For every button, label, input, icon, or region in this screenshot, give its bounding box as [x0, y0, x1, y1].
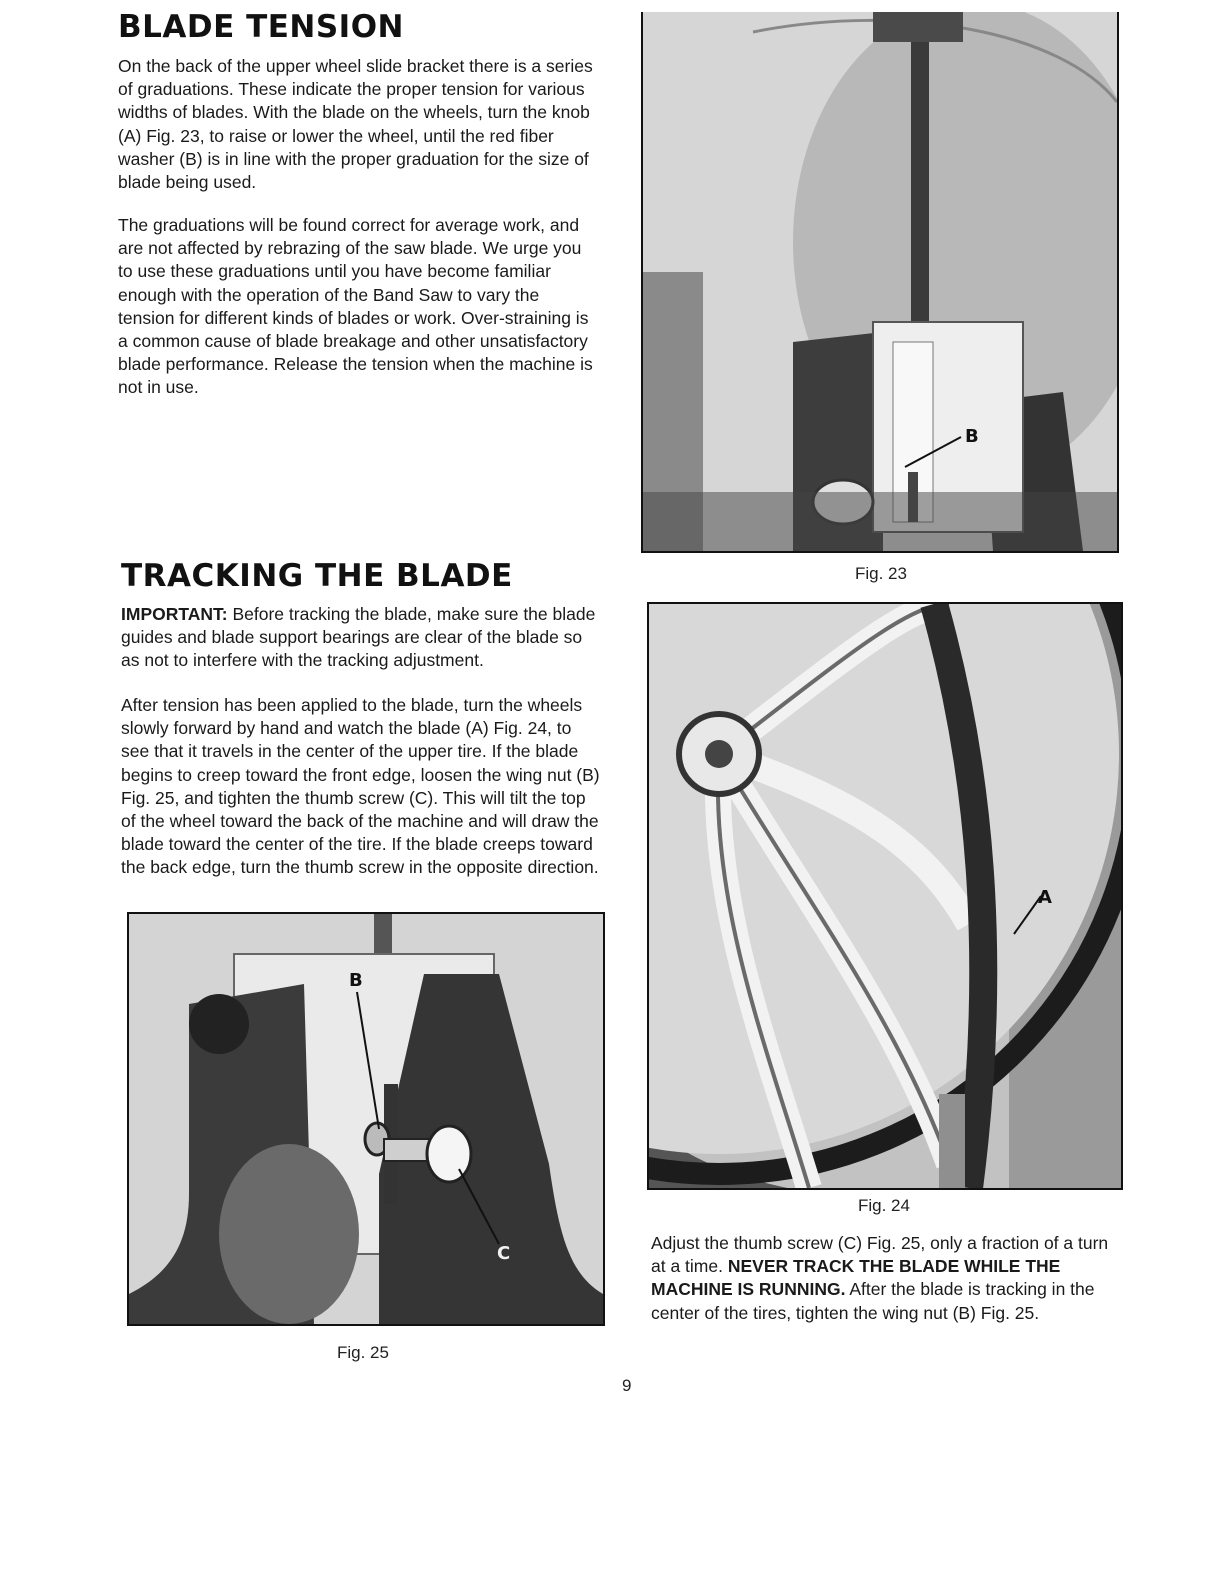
blade-tension-heading: BLADE TENSION: [118, 9, 404, 45]
fig-25-callout-b: B: [349, 970, 363, 991]
page-number: 9: [622, 1376, 632, 1395]
fig-25-caption: Fig. 25: [337, 1343, 389, 1362]
fig-23-callout-b: B: [965, 426, 979, 447]
fig-24-illustration: [649, 604, 1121, 1188]
fig-23-photo: [641, 12, 1119, 553]
fig-24-callout-a: A: [1038, 887, 1052, 908]
important-text: Before tracking the blade, make sure the blade guides and blade support bearings are clear of the blade so as not to interfere with the tracking adjustment.: [121, 604, 596, 671]
important-label: IMPORTANT:: [121, 604, 228, 624]
fig-25-illustration: [129, 914, 603, 1324]
fig-25-callout-c: C: [497, 1243, 511, 1264]
adjust-text-b: After the blade is tracking in the center of the tires, tighten the wing nut (B) Fig. 25.: [651, 1279, 1095, 1323]
tracking-important-paragraph: [121, 603, 601, 673]
fig-24-caption: Fig. 24: [858, 1196, 910, 1215]
blade-tension-paragraph-1: On the back of the upper wheel slide bracket there is a series of graduations. These indicate the proper tension for various widths of blades. With the blade on the wheels, turn the knob (A) Fig. 23, to raise or lower the wheel, until the red fiber washer (B) is in line with the proper graduation for the size of blade being used.: [118, 56, 593, 193]
fig-23-caption: Fig. 23: [855, 564, 907, 583]
fig-23-illustration: [643, 12, 1117, 551]
fig-25-photo: [127, 912, 605, 1326]
blade-tension-paragraph-2: The graduations will be found correct for average work, and are not affected by rebrazing of the saw blade. We urge you to use these graduations until you have become familiar enough with the operation of the Band Saw to vary the tension for different kinds of blades or work. Over-straining is a common cause of blade breakage and other unsatisfactory blade performance. Release the tension when the machine is not in use.: [118, 215, 593, 398]
tracking-paragraph-2: After tension has been applied to the blade, turn the wheels slowly forward by hand and watch the blade (A) Fig. 24, to see that it travels in the center of the upper tire. If the blade begins to creep toward the front edge, loosen the wing nut (B) Fig. 25, and tighten the thumb screw (C). This will tilt the top of the wheel toward the back of the machine and will draw the blade toward the center of the tire. If the blade creeps toward the back edge, turn the thumb screw in the opposite direction.: [121, 695, 600, 878]
adjust-thumb-screw-paragraph: [651, 1232, 1127, 1325]
fig-24-photo: [647, 602, 1123, 1190]
adjust-text-a: Adjust the thumb screw (C) Fig. 25, only a fraction of a turn at a time.: [651, 1233, 1109, 1277]
adjust-warning: NEVER TRACK THE BLADE WHILE THE MACHINE IS RUNNING.: [651, 1256, 1061, 1300]
tracking-blade-heading: TRACKING THE BLADE: [121, 558, 513, 594]
